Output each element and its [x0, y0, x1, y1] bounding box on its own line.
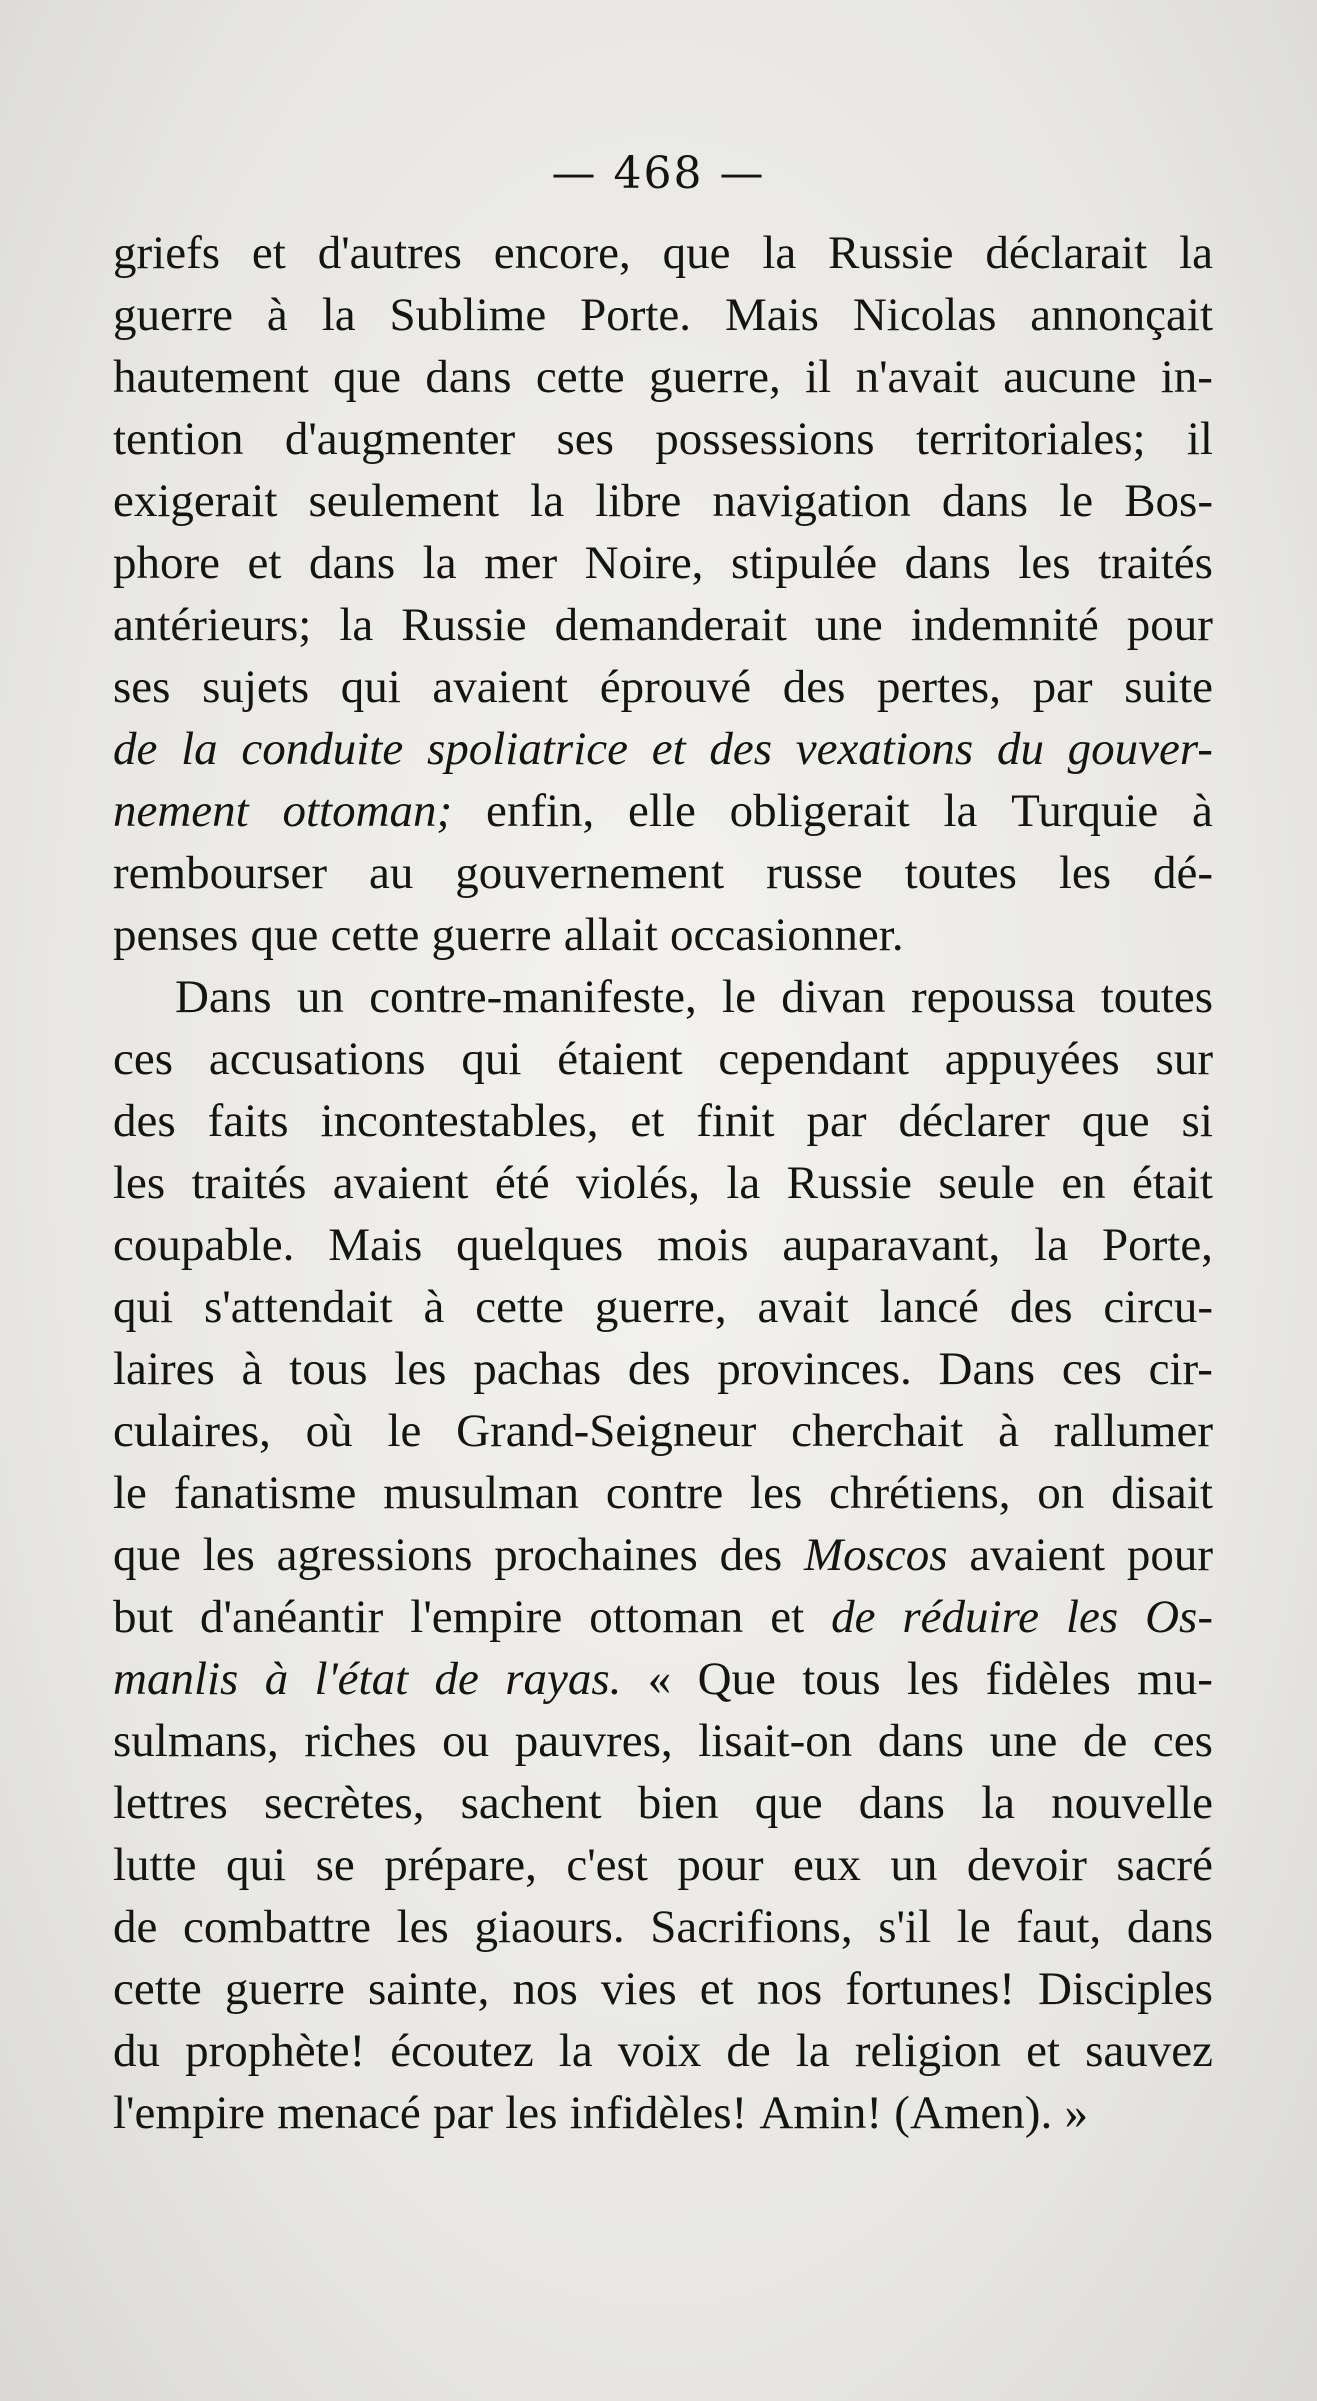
word: repoussa — [910, 971, 1076, 1023]
word: territoriales; — [915, 413, 1146, 465]
word: du — [113, 2025, 160, 2077]
word: les — [505, 2087, 558, 2139]
word: prophète! — [185, 2025, 366, 2077]
word: faut, — [1016, 1901, 1102, 1953]
word: vies — [600, 1963, 677, 2015]
word: et — [630, 1095, 665, 1147]
word: prépare, — [384, 1839, 537, 1891]
word: ses — [556, 413, 614, 465]
word: étaient — [557, 1033, 683, 1085]
text-line — [113, 1152, 1213, 1214]
text-line — [113, 2020, 1213, 2082]
word: l'empire — [113, 2087, 266, 2139]
word: dans — [425, 351, 512, 403]
word: avaient — [332, 1157, 469, 1209]
body-text — [113, 222, 1213, 2144]
text-line — [113, 1276, 1213, 1338]
word: obligerait — [729, 785, 910, 837]
word: sacré — [1116, 1839, 1213, 1891]
word: des — [709, 723, 772, 775]
word: la — [981, 1777, 1015, 1829]
word: de — [1082, 1715, 1128, 1767]
word: cherchait — [791, 1405, 964, 1457]
word: si — [1181, 1095, 1213, 1147]
word: les — [396, 1901, 449, 1953]
word: toutes — [904, 847, 1017, 899]
word: » — [1064, 2087, 1088, 2139]
word: Mais — [724, 289, 819, 341]
word: Dans — [175, 971, 272, 1023]
word: spoliatrice — [426, 723, 628, 775]
text-line — [113, 1896, 1213, 1958]
word: nos — [756, 1963, 823, 2015]
word: cette — [113, 1963, 202, 2015]
word: combattre — [183, 1901, 371, 1953]
word: les — [394, 1343, 447, 1395]
word: il — [805, 351, 832, 403]
word: sauvez — [1085, 2025, 1213, 2077]
word: qui — [461, 1033, 522, 1085]
word: le — [387, 1405, 422, 1457]
word: écoutez — [390, 2025, 534, 2077]
word: rembourser — [113, 847, 328, 899]
word: appuyées — [944, 1033, 1120, 1085]
word: but — [113, 1591, 174, 1643]
text-line — [113, 966, 1213, 1028]
word: nouvelle — [1051, 1777, 1213, 1829]
word: réduire — [902, 1591, 1039, 1643]
word: phore — [113, 537, 221, 589]
text-line — [113, 1338, 1213, 1400]
word: d'anéantir — [200, 1591, 384, 1643]
word: chrétiens, — [829, 1467, 1011, 1519]
word: auparavant, — [782, 1219, 1001, 1271]
page-number: — 468 — — [551, 148, 766, 199]
word: le — [722, 971, 756, 1023]
word: Russie — [828, 227, 954, 279]
word: religion — [854, 2025, 1002, 2077]
word: de — [113, 1901, 158, 1953]
text-line — [113, 1524, 1213, 1586]
word: pachas — [473, 1343, 602, 1395]
text-line — [113, 346, 1213, 408]
word: les — [1065, 1591, 1119, 1643]
word: guerre, — [594, 1281, 727, 1333]
word: giaours. — [474, 1901, 625, 1953]
word: d'augmenter — [284, 413, 516, 465]
text-line — [113, 780, 1213, 842]
word: penses — [113, 909, 239, 961]
word: guerre — [224, 1963, 345, 2015]
word: du — [996, 723, 1044, 775]
word: pauvres, — [514, 1715, 673, 1767]
word: déclarait — [985, 227, 1148, 279]
word: quelques — [456, 1219, 624, 1271]
text-line — [113, 1586, 1213, 1648]
word: de — [434, 1653, 479, 1705]
word: finit — [696, 1095, 775, 1147]
word: ces — [1152, 1715, 1213, 1767]
word: un — [890, 1839, 938, 1891]
word: voix — [617, 2025, 702, 2077]
word: avaient — [969, 1529, 1106, 1581]
word: toutes — [1100, 971, 1213, 1023]
word: les — [750, 1467, 803, 1519]
word: provinces. — [717, 1343, 912, 1395]
text-line — [113, 1648, 1213, 1710]
word: été — [494, 1157, 550, 1209]
word: les — [906, 1653, 960, 1705]
word: la — [726, 1157, 761, 1209]
word: disait — [1111, 1467, 1213, 1519]
word: guerre — [431, 909, 552, 961]
word: sur — [1155, 1033, 1213, 1085]
word: lutte — [113, 1839, 197, 1891]
word: tous — [289, 1343, 368, 1395]
word: la — [795, 2025, 830, 2077]
word: et — [247, 537, 282, 589]
word: gouvernement — [455, 847, 725, 899]
word: laires — [113, 1343, 215, 1395]
word: qui — [226, 1839, 287, 1891]
text-line — [113, 1772, 1213, 1834]
word: que — [333, 351, 401, 403]
text-line — [113, 1710, 1213, 1772]
word: annonçait — [1030, 289, 1213, 341]
word: cette — [330, 909, 420, 961]
word: devoir — [966, 1839, 1087, 1891]
word: à — [241, 1343, 263, 1395]
word: eux — [793, 1839, 861, 1891]
word: dans — [1126, 1901, 1213, 1953]
word: s'il — [878, 1901, 932, 1953]
word: dé- — [1152, 847, 1213, 899]
word: la — [762, 227, 797, 279]
word: les — [1058, 847, 1112, 899]
word: nos — [512, 1963, 578, 2015]
word: ces — [1061, 1343, 1122, 1395]
word: Grand-Seigneur — [456, 1405, 757, 1457]
word: tous — [802, 1653, 881, 1705]
word: ottoman; — [282, 785, 453, 837]
word: mois — [657, 1219, 749, 1271]
word: des — [782, 661, 846, 713]
word: pour — [1126, 599, 1213, 651]
text-line — [113, 1958, 1213, 2020]
word: riches — [304, 1715, 417, 1767]
word: éprouvé — [599, 661, 752, 713]
word: à — [264, 1653, 289, 1705]
word: ces — [113, 1033, 174, 1085]
word: Sublime — [389, 289, 547, 341]
word: fanatisme — [173, 1467, 357, 1519]
word: lettres — [113, 1777, 228, 1829]
word: dans — [308, 537, 396, 589]
word: sainte, — [367, 1963, 490, 2015]
word: Moscos — [803, 1529, 948, 1581]
word: avaient — [432, 661, 569, 713]
word: Russie — [401, 599, 527, 651]
text-line — [113, 284, 1213, 346]
word: les — [1018, 537, 1071, 589]
word: par — [432, 2087, 493, 2139]
word: accusations — [208, 1033, 426, 1085]
word: seulement — [308, 475, 500, 527]
word: pertes, — [876, 661, 1001, 713]
word: la — [1034, 1219, 1069, 1271]
word: où — [305, 1405, 353, 1457]
text-line — [113, 842, 1213, 904]
word: se — [315, 1839, 355, 1891]
word: possessions — [655, 413, 875, 465]
word: fortunes! — [845, 1963, 1015, 2015]
word: que — [1081, 1095, 1150, 1147]
word: nement — [113, 785, 249, 837]
word: allait — [563, 909, 658, 961]
word: lancé — [879, 1281, 979, 1333]
word: rayas. — [505, 1653, 622, 1705]
word: contre — [605, 1467, 724, 1519]
word: de — [726, 2025, 771, 2077]
word: pour — [677, 1839, 764, 1891]
word: Disciples — [1038, 1963, 1213, 2015]
word: la — [422, 537, 457, 589]
word: infidèles! — [569, 2087, 748, 2139]
text-line — [113, 2082, 1213, 2144]
word: exigerait — [113, 475, 278, 527]
word: seule — [938, 1157, 1035, 1209]
word: navigation — [712, 475, 911, 527]
text-line — [113, 904, 1213, 966]
word: demanderait — [554, 599, 787, 651]
word: manlis — [113, 1653, 239, 1705]
word: occasionner. — [669, 909, 904, 961]
word: la — [339, 599, 374, 651]
word: ou — [442, 1715, 490, 1767]
word: la — [181, 723, 218, 775]
text-line — [113, 594, 1213, 656]
word: les — [113, 1157, 166, 1209]
word: griefs — [113, 227, 221, 279]
text-line — [113, 1028, 1213, 1090]
word: Dans — [938, 1343, 1036, 1395]
word: violés, — [575, 1157, 701, 1209]
word: la — [321, 289, 356, 341]
text-line — [113, 222, 1213, 284]
text-line — [113, 532, 1213, 594]
word: Porte. — [580, 289, 692, 341]
word: une — [814, 599, 883, 651]
word: musulman — [383, 1467, 580, 1519]
word: des — [1009, 1281, 1073, 1333]
word: et — [651, 723, 686, 775]
word: Turquie — [1011, 785, 1159, 837]
word: Russie — [786, 1157, 913, 1209]
word: des — [627, 1343, 691, 1395]
word: indemnité — [910, 599, 1099, 651]
word: et — [251, 227, 286, 279]
word: on — [1037, 1467, 1085, 1519]
word: c'est — [566, 1839, 648, 1891]
word: enfin, — [485, 785, 595, 837]
word: et — [1026, 2025, 1060, 2077]
word: prochaines — [494, 1529, 698, 1581]
text-line — [113, 656, 1213, 718]
word: la — [558, 2025, 593, 2077]
word: culaires, — [113, 1405, 271, 1457]
text-line — [113, 470, 1213, 532]
word: traités — [191, 1157, 307, 1209]
word: d'autres — [317, 227, 462, 279]
word: de — [831, 1591, 876, 1643]
word: menacé — [277, 2087, 421, 2139]
text-line — [113, 408, 1213, 470]
word: Que — [697, 1653, 776, 1705]
word: que — [754, 1777, 823, 1829]
word: vexations — [795, 723, 974, 775]
word: mu- — [1137, 1653, 1213, 1705]
word: lisait-on — [698, 1715, 853, 1767]
text-line — [113, 1090, 1213, 1152]
word: dans — [941, 475, 1029, 527]
word: dans — [877, 1715, 964, 1767]
word: sulmans, — [113, 1715, 279, 1767]
word: pour — [1126, 1529, 1213, 1581]
word: bien — [637, 1777, 719, 1829]
word: conduite — [241, 723, 404, 775]
word: la — [530, 475, 565, 527]
word: que — [113, 1529, 181, 1581]
word: par — [806, 1095, 867, 1147]
word: le — [956, 1901, 991, 1953]
word: n'avait — [855, 351, 979, 403]
word: dans — [858, 1777, 945, 1829]
word: gouver- — [1067, 723, 1213, 775]
word: sachent — [460, 1777, 602, 1829]
word: cir- — [1148, 1343, 1213, 1395]
word: à — [998, 1405, 1019, 1457]
word: fidèles — [985, 1653, 1111, 1705]
word: hautement — [113, 351, 309, 403]
word: des — [719, 1529, 783, 1581]
word: stipulée — [730, 537, 878, 589]
word: contre-manifeste, — [369, 971, 697, 1023]
word: dans — [904, 537, 991, 589]
word: Sacrifions, — [650, 1901, 853, 1953]
word: s'attendait — [203, 1281, 393, 1333]
word: suite — [1124, 661, 1213, 713]
word: guerre, — [648, 351, 781, 403]
word: circu- — [1103, 1281, 1213, 1333]
word: secrètes, — [263, 1777, 425, 1829]
word: la — [1179, 227, 1213, 279]
word: qui — [113, 1281, 174, 1333]
word: Porte, — [1101, 1219, 1213, 1271]
word: des — [113, 1095, 176, 1147]
word: guerre — [113, 289, 234, 341]
word: Noire, — [584, 537, 704, 589]
text-line — [113, 1400, 1213, 1462]
word: russe — [766, 847, 863, 899]
word: un — [296, 971, 344, 1023]
word: à — [266, 289, 288, 341]
text-line — [113, 1462, 1213, 1524]
word: au — [368, 847, 414, 899]
word: ses — [113, 661, 171, 713]
word: l'état — [314, 1653, 409, 1705]
word: et — [699, 1963, 734, 2015]
word: était — [1132, 1157, 1213, 1209]
word: incontestables, — [320, 1095, 599, 1147]
word: déclarer — [898, 1095, 1050, 1147]
word: aucune — [1003, 351, 1137, 403]
word: (Amen). — [894, 2087, 1053, 2139]
word: ottoman — [589, 1591, 744, 1643]
word: et — [770, 1591, 805, 1643]
word: mer — [484, 537, 558, 589]
word: in- — [1160, 351, 1213, 403]
word: le — [113, 1467, 147, 1519]
word: en — [1061, 1157, 1106, 1209]
word: cette — [535, 351, 625, 403]
word: cette — [475, 1281, 564, 1333]
word: divan — [781, 971, 886, 1023]
word: de — [113, 723, 158, 775]
word: que — [250, 909, 319, 961]
word: qui — [340, 661, 401, 713]
word: coupable. — [113, 1219, 295, 1271]
word: une — [989, 1715, 1058, 1767]
word: « — [647, 1653, 672, 1705]
word: rallumer — [1053, 1405, 1213, 1457]
word: Os- — [1145, 1591, 1213, 1643]
word: antérieurs; — [113, 599, 312, 651]
word: Amin! — [759, 2087, 883, 2139]
word: elle — [628, 785, 696, 837]
text-line — [113, 1214, 1213, 1276]
word: cependant — [718, 1033, 909, 1085]
word: à — [1192, 785, 1213, 837]
text-line — [113, 1834, 1213, 1896]
word: agressions — [276, 1529, 473, 1581]
word: Bos- — [1124, 475, 1213, 527]
word: il — [1186, 413, 1213, 465]
word: traités — [1098, 537, 1213, 589]
word: que — [662, 227, 731, 279]
text-line — [113, 718, 1213, 780]
word: Nicolas — [852, 289, 997, 341]
word: encore, — [493, 227, 631, 279]
word: tention — [113, 413, 244, 465]
word: avait — [757, 1281, 849, 1333]
word: faits — [207, 1095, 289, 1147]
word: l'empire — [410, 1591, 563, 1643]
word: par — [1032, 661, 1093, 713]
word: à — [423, 1281, 445, 1333]
word: Mais — [328, 1219, 423, 1271]
word: la — [943, 785, 978, 837]
word: libre — [595, 475, 682, 527]
word: les — [202, 1529, 255, 1581]
word: le — [1059, 475, 1094, 527]
word: sujets — [202, 661, 310, 713]
